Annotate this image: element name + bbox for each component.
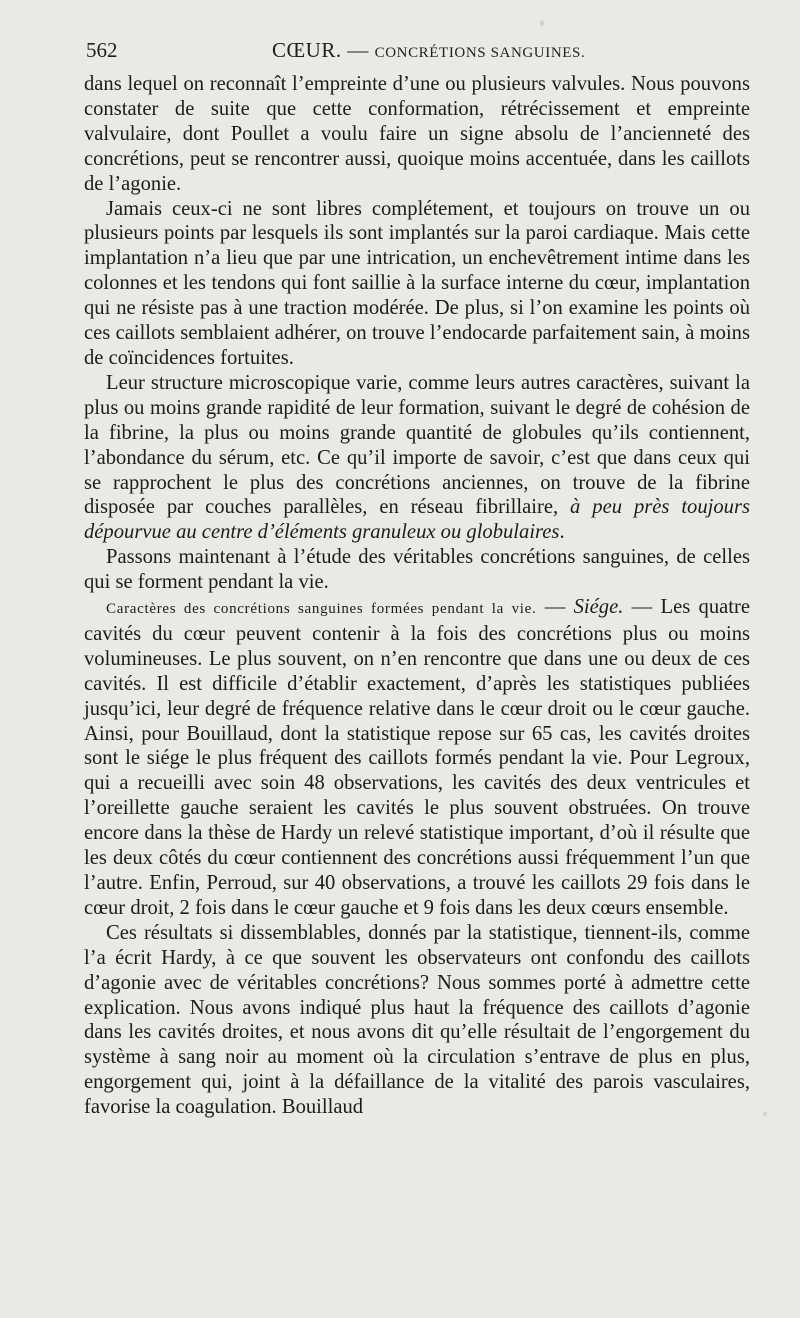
paragraph-text: — Les quatre cavités du cœur peuvent contenir à la fois des concrétions plus ou moins volumineuses. Le plus souvent, on n’en rencontre que dans une ou deux de ces cavités. Il est difficile d’établir exactement, d’après les statistiques publiées jusqu’ici, leur degré de fréquence relative dans le cœur droit ou le cœur gauche. Ainsi, pour Bouillaud, dont la statistique repose sur 65 cas, les cavités droites sont le siége le plus fréquent des caillots formés pendant la vie. Pour Legroux, qui a recueilli avec soin 48 observations, les cavités des deux ventricules et l’oreillette gauche seraient les cavités le plus souvent obstruées. On trouve encore dans la thèse de Hardy un relevé statistique important, d’où il résulte que les deux côtés du cœur contiennent des concrétions aussi fréquemment l’un que l’autre. Enfin, Perroud, sur 40 observations, a trouvé les caillots 29 fois dans le cœur droit, 2 fois dans le cœur gauche et 9 fois dans les deux cœurs ensemble. (84, 596, 751, 919)
paragraph-text: Jamais ceux-ci ne sont libres complétement, et toujours on trouve un ou plusieurs points par lesquels ils sont implantés sur la paroi cardiaque. Mais cette implantation n’a lieu que par une intrication, un enchevêtrement intime dans les colonnes et les tendons qui font saillie à la surface interne du cœur, implantation qui ne résiste pas à une traction modérée. De plus, si l’on examine les points où ces caillots semblaient adhérer, on trouve l’endocarde parfaitement sain, à moins de coïncidences fortuites. (84, 197, 750, 369)
paper-speck (540, 20, 544, 26)
paragraph (84, 921, 750, 1120)
running-title-main: CŒUR. (272, 38, 342, 62)
running-title (272, 38, 585, 63)
paragraph-continuation (84, 72, 750, 197)
paragraph (84, 197, 750, 371)
section-paragraph (84, 595, 750, 921)
paragraph (84, 545, 750, 595)
paragraph-text: Ces résultats si dissemblables, donnés par la statistique, tiennent-ils, comme l’a écrit Hardy, à ce que souvent les observateurs ont confondu des caillots d’agonie avec de véritables concrétions? Nous sommes porté à admettre cette explication. Nous avons indiqué plus haut la fréquence des caillots d’agonie dans les cavités droites, et nous avons dit qu’elle résultait de l’engorgement du système à sang noir au moment où la circulation s’entrave de plus en plus, engorgement qui, joint à la défaillance de la vitalité des parois vasculaires, favorise la coagulation. Bouillaud (84, 921, 750, 1119)
italic-phrase: à peu près toujours dépourvue au centre d’éléments granuleux ou globulaires (84, 496, 750, 544)
section-subheading: Siége. (573, 596, 624, 619)
paragraph-text: dans lequel on reconnaît l’empreinte d’une ou plusieurs valvules. Nous pouvons constater de suite que cette conformation, rétrécissement et empreinte valvulaire, dont Poullet a voulu faire un signe absolu de l’ancienneté des concrétions, peut se rencontrer aussi, quoique moins accentuée, dans les caillots de l’agonie. (84, 73, 750, 195)
running-title-sub: CONCRÉTIONS SANGUINES. (374, 45, 586, 61)
page-header (86, 38, 766, 66)
paper-speck (763, 1112, 767, 1116)
paragraph (84, 371, 750, 545)
paragraph-text: Passons maintenant à l’étude des véritables concrétions sanguines, de celles qui se forment pendant la vie. (84, 546, 750, 594)
paragraph-text-end: . (559, 521, 565, 544)
section-heading: Caractères des concrétions sanguines formées pendant la vie. (106, 601, 537, 618)
section-dash: — (536, 596, 574, 619)
page-number: 562 (86, 38, 118, 62)
body-text (84, 72, 750, 1120)
paragraph-text: Leur structure microscopique varie, comme leurs autres caractères, suivant la plus ou moins grande rapidité de leur formation, suivant le degré de cohésion de la fibrine, la plus ou moins grande quantité de globules qu’ils contiennent, l’abondance du sérum, etc. Ce qu’il importe de savoir, c’est que dans ceux qui se rapprochent le plus des concrétions anciennes, on trouve de la fibrine disposée par couches parallèles, en réseau fibrillaire, (84, 371, 750, 519)
running-title-dash: — (341, 38, 375, 62)
